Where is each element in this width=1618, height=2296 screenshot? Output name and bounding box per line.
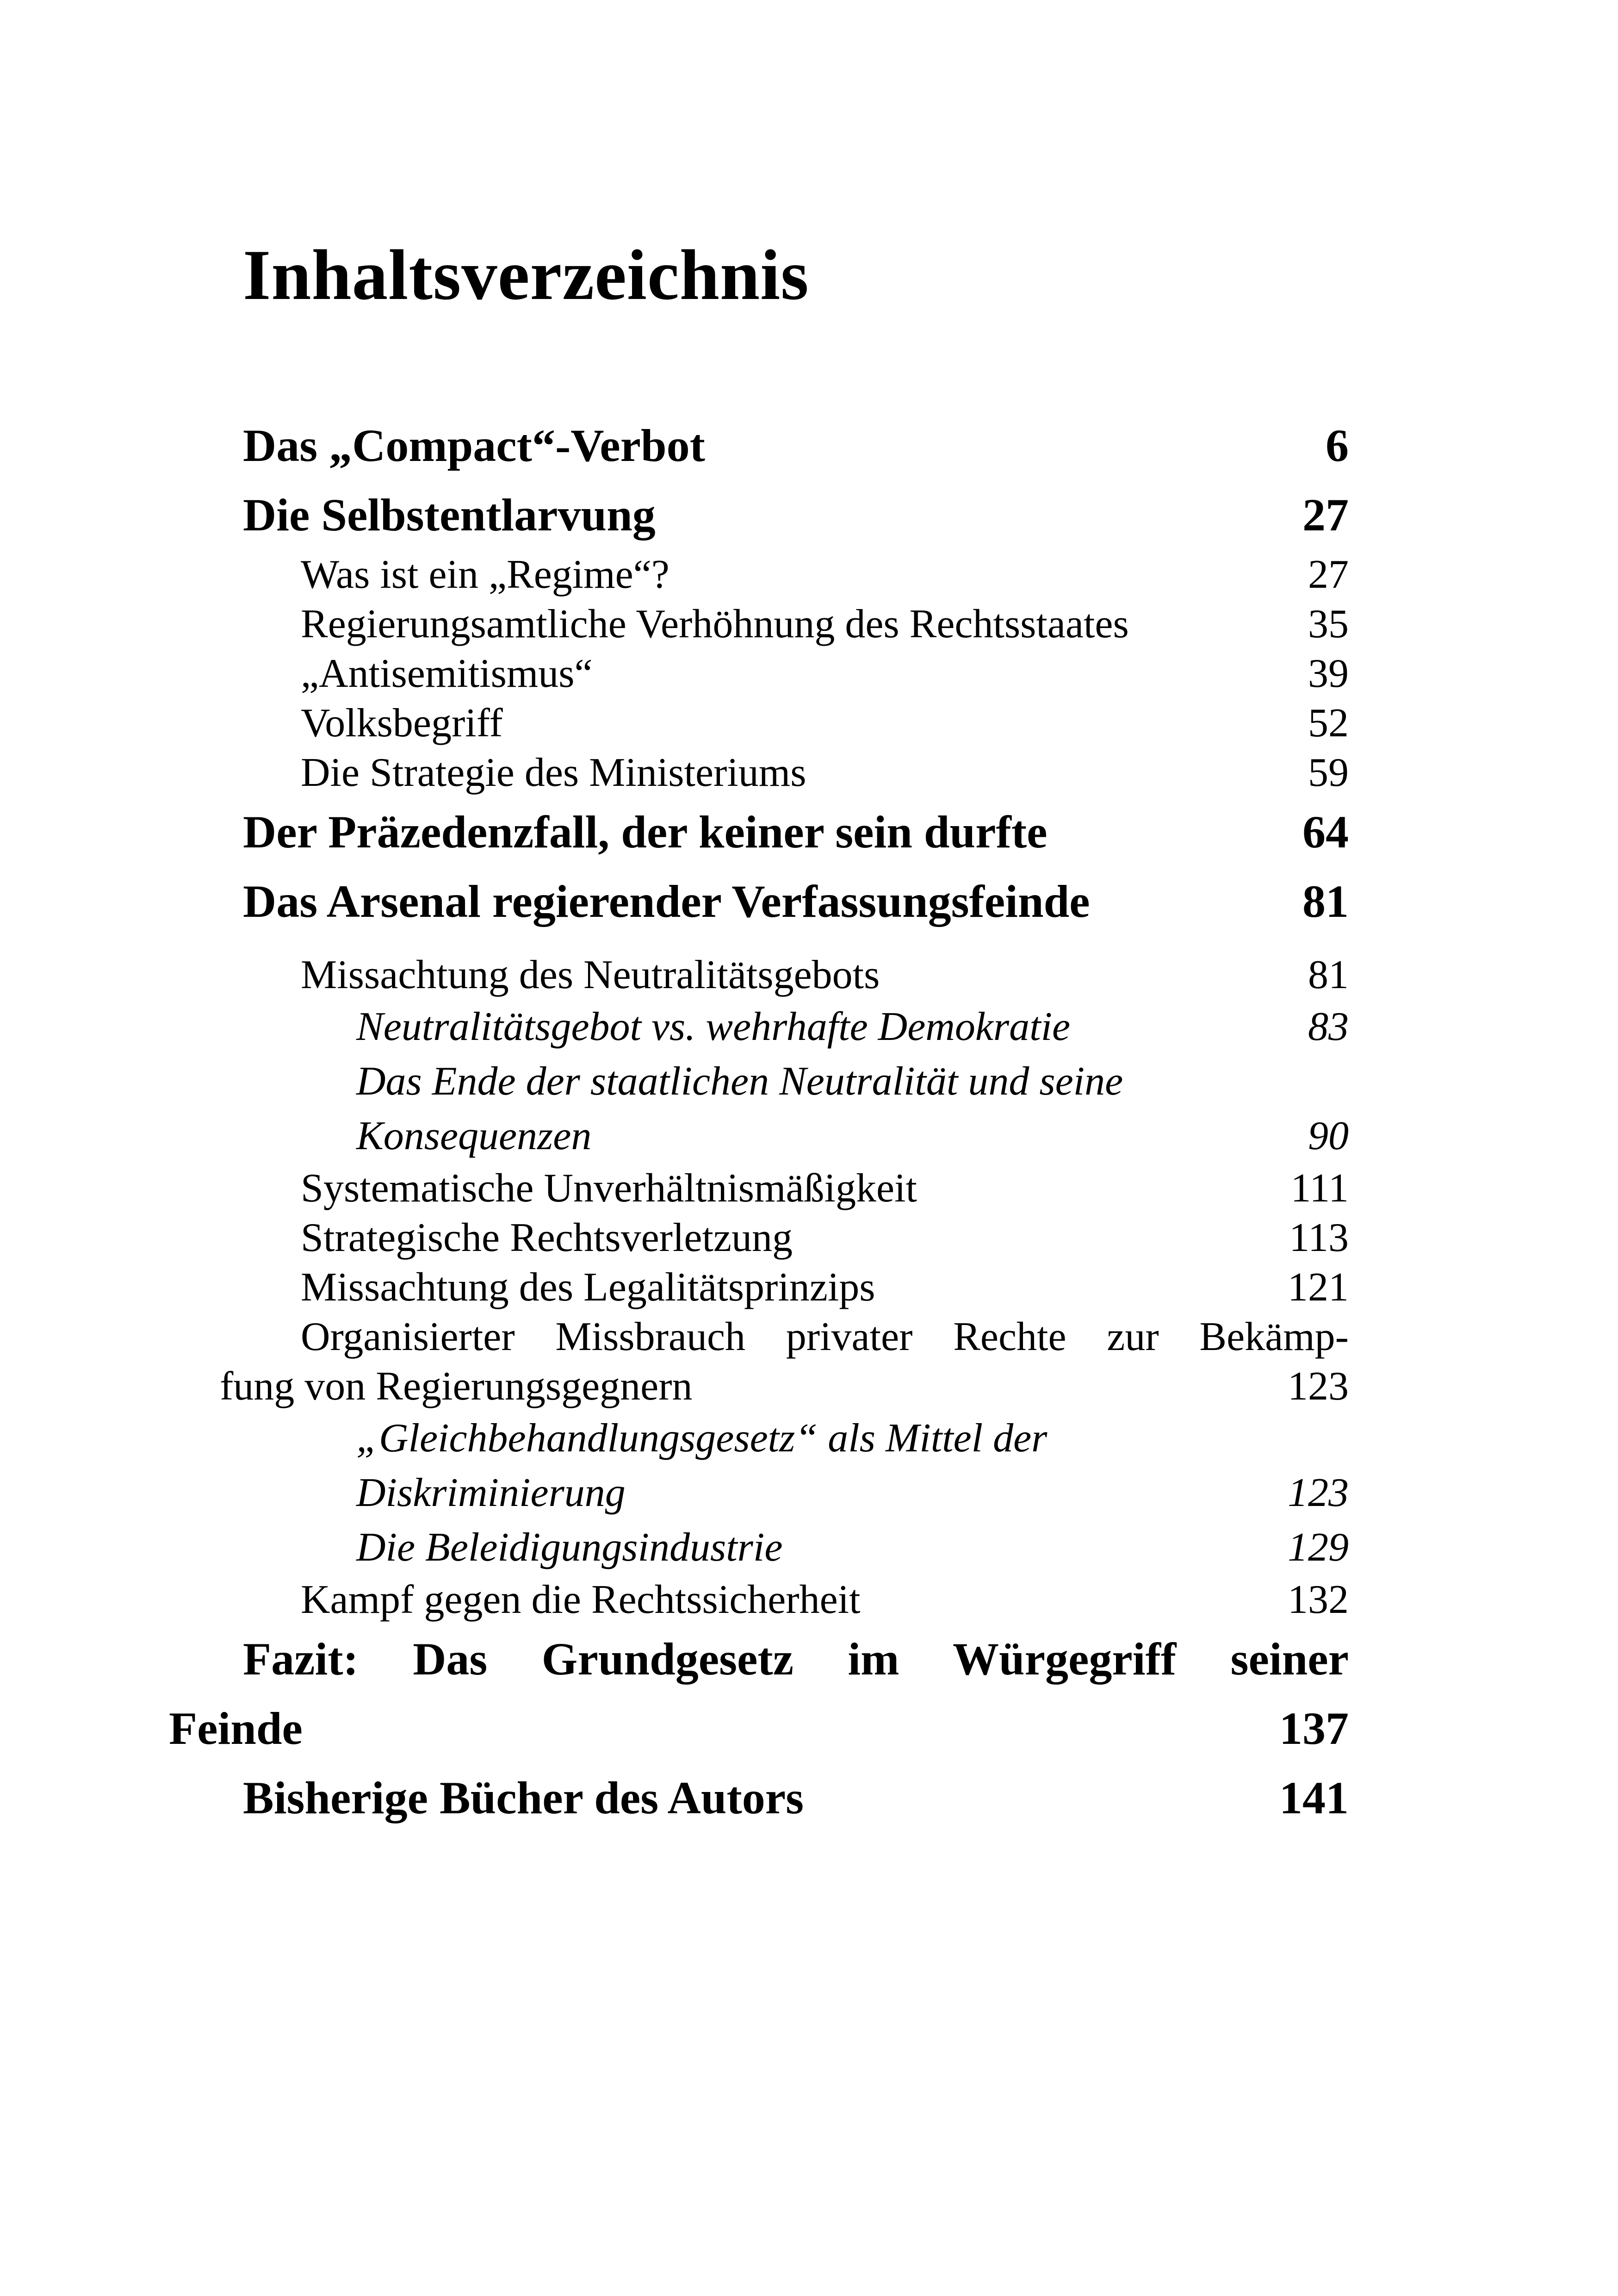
toc-entry (169, 797, 1349, 867)
toc-page-number: 81 (1308, 952, 1349, 998)
toc-entry (169, 1624, 1349, 1694)
toc-entry-label: Bisherige Bücher des Autors (243, 1772, 804, 1824)
toc-page-number: 141 (1279, 1772, 1349, 1824)
toc-entry (169, 1164, 1349, 1213)
toc-entry-label: Missachtung des Neutralitätsgebots (301, 952, 880, 998)
toc-page-number: 52 (1308, 701, 1349, 746)
toc-entry-label: Das Ende der staatlichen Neutralität und seine (356, 1059, 1123, 1104)
toc-entry (169, 748, 1349, 797)
toc-entry (169, 1054, 1349, 1109)
toc-entry-continuation (169, 1466, 1349, 1520)
toc-page-number: 129 (1288, 1525, 1349, 1570)
table-of-contents (169, 411, 1349, 1833)
toc-page-number: 27 (1308, 552, 1349, 597)
toc-entry (169, 950, 1349, 1000)
toc-entry-label: Missachtung des Legalitätsprinzips (301, 1265, 875, 1310)
page-title: Inhaltsverzeichnis (243, 235, 809, 315)
toc-entry-label: Regierungsamtliche Verhöhnung des Rechtsstaates (301, 602, 1129, 647)
toc-page-number: 132 (1288, 1577, 1349, 1623)
toc-entry (169, 1411, 1349, 1466)
toc-entry (169, 1763, 1349, 1833)
toc-entry (169, 1213, 1349, 1263)
toc-page-number: 137 (1279, 1703, 1349, 1755)
toc-entry (169, 1575, 1349, 1624)
toc-page-number: 27 (1302, 489, 1349, 541)
toc-page-number: 111 (1290, 1166, 1349, 1211)
toc-page-number: 81 (1302, 876, 1349, 927)
toc-entry-label: Volksbegriff (301, 701, 503, 746)
toc-page-number: 6 (1326, 420, 1349, 472)
toc-page-number: 121 (1288, 1265, 1349, 1310)
toc-entry-label: Der Präzedenzfall, der keiner sein durfte (243, 806, 1048, 858)
toc-entry-label: Das Arsenal regierender Verfassungsfeinde (243, 876, 1090, 927)
toc-entry-continuation (169, 1109, 1349, 1164)
toc-entry-label: „Antisemitismus“ (301, 651, 593, 697)
toc-entry-label: fung von Regierungsgegnern (220, 1364, 693, 1409)
toc-entry-continuation (169, 1362, 1349, 1411)
toc-entry (169, 1263, 1349, 1312)
toc-page-number: 35 (1308, 602, 1349, 647)
toc-entry (169, 1312, 1349, 1362)
toc-entry-label: Die Selbstentlarvung (243, 489, 656, 541)
toc-entry (169, 1520, 1349, 1575)
toc-entry-label: Organisierter Missbrauch privater Rechte zur Bekämp- (301, 1314, 1349, 1360)
toc-page-number: 64 (1302, 806, 1349, 858)
toc-entry-label: Was ist ein „Regime“? (301, 552, 670, 597)
toc-entry (169, 599, 1349, 649)
toc-entry (169, 649, 1349, 698)
toc-page-number: 123 (1288, 1470, 1349, 1516)
toc-entry-label: Konsequenzen (356, 1114, 592, 1159)
toc-entry-label: Feinde (169, 1703, 303, 1755)
toc-entry-label: Kampf gegen die Rechtssicherheit (301, 1577, 861, 1623)
toc-entry-label: Das „Compact“-Verbot (243, 420, 705, 472)
toc-entry-continuation (169, 1694, 1349, 1763)
toc-entry-label: Die Beleidigungsindustrie (356, 1525, 783, 1570)
toc-entry-label: Fazit: Das Grundgesetz im Würgegriff seiner (243, 1633, 1349, 1685)
toc-entry-label: Neutralitätsgebot vs. wehrhafte Demokratie (356, 1004, 1071, 1050)
toc-entry (169, 480, 1349, 550)
toc-page-number: 90 (1308, 1114, 1349, 1159)
toc-page-number: 83 (1308, 1004, 1349, 1050)
toc-page-number: 39 (1308, 651, 1349, 697)
toc-entry-label: „Gleichbehandlungsgesetz“ als Mittel der (356, 1416, 1048, 1461)
toc-page-number: 113 (1289, 1215, 1349, 1261)
toc-entry-label: Diskriminierung (356, 1470, 626, 1516)
toc-entry (169, 867, 1349, 936)
toc-entry (169, 411, 1349, 480)
toc-entry (169, 550, 1349, 599)
toc-entry (169, 698, 1349, 748)
toc-entry-label: Strategische Rechtsverletzung (301, 1215, 793, 1261)
toc-entry-label: Systematische Unverhältnismäßigkeit (301, 1166, 917, 1211)
toc-page-number: 123 (1288, 1364, 1349, 1409)
toc-entry (169, 1000, 1349, 1054)
toc-page-number: 59 (1308, 750, 1349, 796)
toc-content (169, 0, 1349, 1833)
toc-entry-label: Die Strategie des Ministeriums (301, 750, 806, 796)
